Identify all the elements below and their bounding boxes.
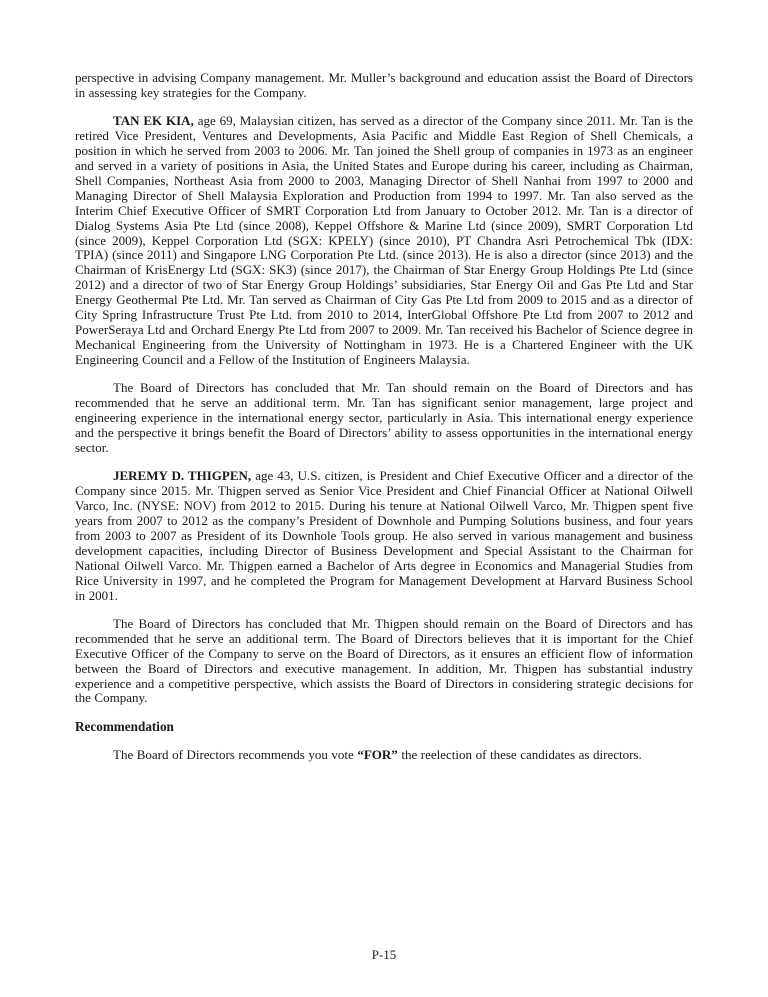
paragraph-tan-biography [75,114,693,367]
recommendation-text-before: The Board of Directors recommends you vote [113,746,358,762]
director-name-tan: TAN EK KIA, [113,113,194,129]
recommendation-heading: Recommendation [75,718,174,734]
paragraph-tan-conclusion: The Board of Directors has concluded that Mr. Tan should remain on the Board of Directors and has recommended that he serve an additional term. Mr. Tan has significant senior management, large project and engineering experience in the international energy sector, particularly in Asia. This international energy experience and the perspective it brings benefit the Board of Directors’ ability to assess opportunities in the international energy sector. [75,380,693,455]
page-number: P-15 [371,947,397,962]
page-body [75,71,693,776]
director-name-thigpen: JEREMY D. THIGPEN, [113,468,252,484]
tan-biography-text: age 69, Malaysian citizen, has served as a director of the Company since 2011. Mr. Tan is the retired Vice President, Ventures and Developments, Asia Pacific and Middle East Region of Shell Chemicals, a position in which he served from 2003 to 2006. Mr. Tan joined the Shell group of companies in 1973 as an engineer and served in a variety of positions in Asia, the United States and Europe during his career, including as Chairman, Shell Companies, Northeast Asia from 2000 to 2003, Managing Director of Shell Nanhai from 1997 to 2000 and Managing Director of Shell Malaysia Exploration and Production from 1994 to 1997. Mr. Tan also served as the Interim Chief Executive Officer of SMRT Corporation Ltd from January to October 2012. Mr. Tan is a director of Dialog Systems Asia Pte Ltd (since 2008), Keppel Offshore & Marine Ltd (since 2009), SMRT Corporation Ltd (since 2009), Keppel Corporation Ltd (SGX: KPELY) (since 2010), PT Chandra Asri Petrochemical Tbk (IDX: TPIA) (since 2011) and Singapore LNG Corporation Pte Ltd. (since 2013). He is also a director (since 2013) and the Chairman of KrisEnergy Ltd (SGX: SK3) (since 2017), the Chairman of Star Energy Group Holdings Pte Ltd (since 2012) and a director of two of Star Energy Group Holdings’ subsidiaries, Star Energy Oil and Gas Pte Ltd and Star Energy Geothermal Pte Ltd. Mr. Tan served as Chairman of City Gas Pte Ltd from 2009 to 2015 and as a director of City Spring Infrastructure Trust Pte Ltd. from 2010 to 2014, InterGlobal Offshore Pte Ltd from 2007 to 2012 and PowerSeraya Ltd and Orchard Energy Pte Ltd from 2007 to 2009. Mr. Tan received his Bachelor of Science degree in Mechanical Engineering from the University of Nottingham in 1973. He is a Chartered Engineer with the UK Engineering Council and a Fellow of the Institution of Engineers Malaysia. [75,113,693,367]
paragraph-muller-continuation: perspective in advising Company management. Mr. Muller’s background and education assist the Board of Directors in assessing key strategies for the Company. [75,70,693,100]
thigpen-biography-text: age 43, U.S. citizen, is President and Chief Executive Officer and a director of the Company since 2015. Mr. Thigpen served as Senior Vice President and Chief Financial Officer at National Oilwell Varco, Inc. (NYSE: NOV) from 2012 to 2015. During his tenure at National Oilwell Varco, Mr. Thigpen spent five years from 2007 to 2012 as the company’s President of Downhole and Pumping Solutions business, and four years from 2003 to 2007 as President of its Downhole Tools group. He also served in various management and business development capacities, including Director of Business Development and Special Assistant to the Chairman for National Oilwell Varco. Mr. Thigpen earned a Bachelor of Arts degree in Economics and Managerial Studies from Rice University in 1997, and he completed the Program for Management Development at Harvard Business School in 2001. [75,468,693,603]
recommendation-text-after: the reelection of these candidates as directors. [397,746,642,762]
vote-for-word: “FOR” [357,746,398,762]
paragraph-recommendation [75,748,693,763]
paragraph-thigpen-conclusion: The Board of Directors has concluded that Mr. Thigpen should remain on the Board of Directors and has recommended that he serve an additional term. The Board of Directors believes that it is important for the Chief Executive Officer of the Company to serve on the Board of Directors, as it ensures an efficient flow of information between the Board of Directors and executive management. In addition, Mr. Thigpen has substantial industry experience and a competitive perspective, which assists the Board of Directors in considering strategic decisions for the Company. [75,615,693,706]
paragraph-thigpen-biography [75,469,693,603]
